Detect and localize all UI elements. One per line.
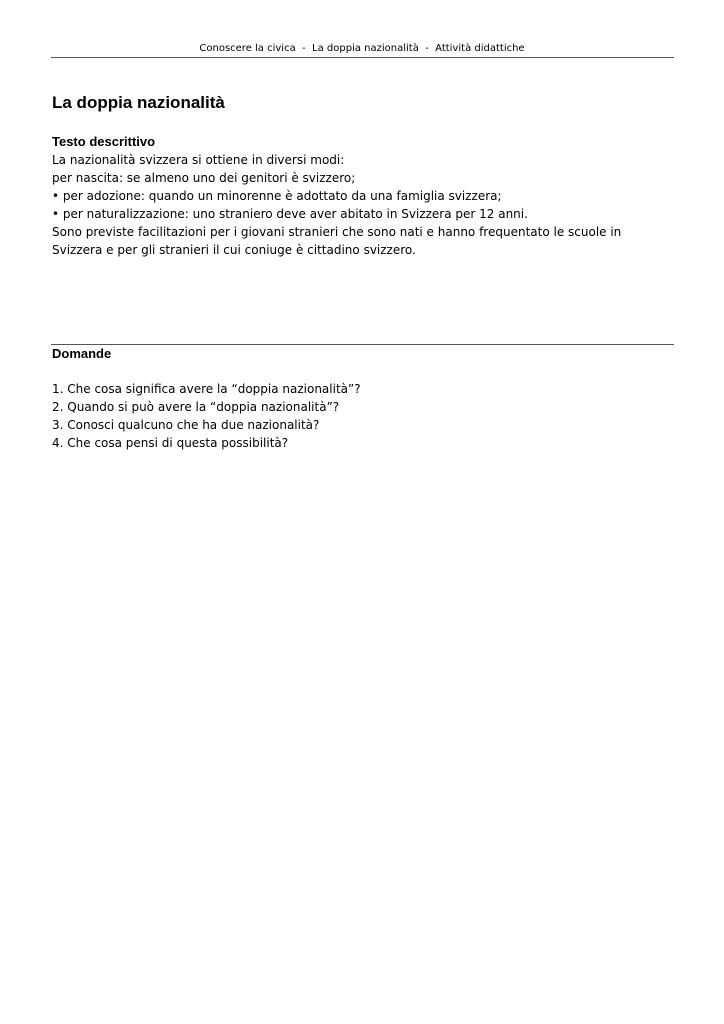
- questions-heading: Domande: [52, 346, 112, 361]
- question-item: 4. Che cosa pensi di questa possibilità?: [52, 436, 289, 450]
- text-line: • per adozione: quando un minorenne è adottato da una famiglia svizzera;: [52, 189, 502, 203]
- descriptive-text-body: [52, 151, 672, 259]
- text-line: Svizzera e per gli stranieri il cui coniuge è cittadino svizzero.: [52, 243, 416, 257]
- question-item: 3. Conosci qualcuno che ha due nazionalità?: [52, 418, 320, 432]
- section-divider: [51, 344, 674, 345]
- question-item: 1. Che cosa significa avere la “doppia nazionalità”?: [52, 382, 361, 396]
- text-line: La nazionalità svizzera si ottiene in diversi modi:: [52, 153, 345, 167]
- descriptive-text-heading: Testo descrittivo: [52, 134, 156, 149]
- header-divider: [51, 57, 674, 58]
- text-line: per nascita: se almeno uno dei genitori è svizzero;: [52, 171, 356, 185]
- questions-list: [52, 380, 672, 452]
- text-line: Sono previste facilitazioni per i giovani stranieri che sono nati e hanno frequentato le scuole in: [52, 225, 622, 239]
- text-line: • per naturalizzazione: uno straniero deve aver abitato in Svizzera per 12 anni.: [52, 207, 528, 221]
- page-title: La doppia nazionalità: [52, 93, 225, 112]
- running-header: Conoscere la civica - La doppia nazionalità - Attività didattiche: [199, 43, 525, 54]
- question-item: 2. Quando si può avere la “doppia nazionalità”?: [52, 400, 340, 414]
